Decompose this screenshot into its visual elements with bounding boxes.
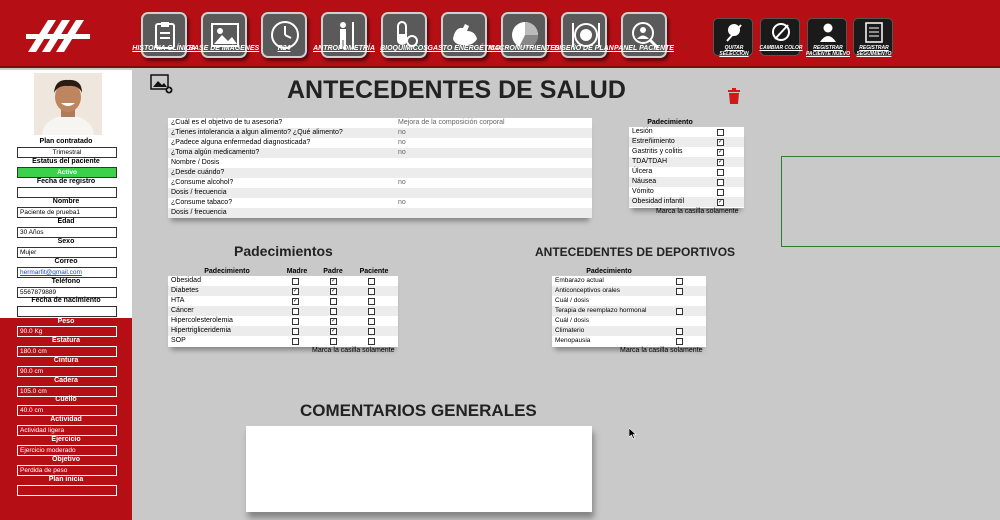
nacimiento-field[interactable] [17,306,117,317]
question-text: Dosis / frecuencia [171,189,227,196]
telefono-field[interactable]: 5567879889 [17,287,117,298]
sports-header: Padecimiento [586,268,632,275]
paciente-checkbox[interactable] [368,338,375,345]
question-row [168,148,592,158]
condition-name: Úlcera [632,168,653,175]
answer-field[interactable]: no [398,149,406,156]
sports-item-name: Embarazo actual [555,277,604,284]
registrar-paciente-nuevo-button[interactable] [805,18,851,57]
family-title: Padecimientos [234,243,333,259]
cadera-label: Cadera [54,377,78,384]
correo-label: Correo [54,258,78,265]
padre-checkbox[interactable]: ✓ [331,317,337,324]
condition-checkbox[interactable] [717,189,724,196]
sports-row [552,296,706,306]
madre-checkbox[interactable] [292,308,299,315]
condition-row [629,147,744,157]
condition-checkbox[interactable]: ✓ [718,198,724,205]
estatura-label: Estatura [51,337,80,344]
question-text: ¿Cuál es el objetivo de tu asesoria? [171,119,283,126]
paciente-checkbox[interactable] [368,288,375,295]
answer-field[interactable]: no [398,199,406,206]
telefono-label: Teléfono [51,278,81,285]
sports-checkbox[interactable] [676,278,683,285]
ejercicio-field[interactable]: Ejercicio moderado [17,445,117,456]
insert-image-icon[interactable] [150,74,174,94]
patient-photo [34,73,102,135]
edad-field[interactable]: 30 Años [17,227,117,238]
condition-checkbox[interactable] [717,169,724,176]
nombre-label: Nombre [52,198,80,205]
paciente-checkbox[interactable] [368,328,375,335]
question-row [168,198,592,208]
trash-icon[interactable] [728,88,740,104]
brand-logo [22,12,94,58]
padre-checkbox[interactable]: ✓ [331,327,337,334]
condition-name: Vómito [632,188,654,195]
question-row [168,128,592,138]
action-label: REGISTRAR PACIENTE NUEVO [805,45,851,57]
condition-name: Obesidad infantil [632,198,685,205]
sports-item-name: Menopausia [555,337,591,344]
family-condition-name: HTA [171,297,185,304]
registro-field[interactable] [17,187,117,198]
answer-field[interactable]: no [398,139,406,146]
list-icon [863,21,885,43]
question-text: Dosis / frecuencia [171,209,227,216]
nav-label[interactable]: HISTORIA CLÍNICA [132,45,196,52]
sports-note: Marca la casilla solamente [620,347,703,354]
edad-label: Edad [57,218,75,225]
madre-checkbox[interactable]: ✓ [293,297,299,304]
action-label: REGISTRAR SEGUIMIENTO [856,45,892,57]
nombre-field[interactable]: Paciente de prueba1 [17,207,117,218]
question-text: ¿Toma algún medicamento? [171,149,260,156]
user-add-icon [817,21,839,43]
family-row [168,336,398,346]
sports-checkbox[interactable] [676,308,683,315]
madre-checkbox[interactable] [292,338,299,345]
family-condition-name: Hipertrigliceridemia [171,327,231,334]
correo-field[interactable]: hermarfit@gmail.com [17,267,117,278]
selected-cell-region[interactable] [781,156,1000,247]
question-text: ¿Tienes intolerancia a algun alimento? ¿Qué alimento? [171,129,343,136]
nav-label[interactable]: MACRONUTRIENTES [488,45,560,52]
condition-name: Lesión [632,128,653,135]
sports-item-name: Climaterio [555,327,585,334]
question-row [168,118,592,128]
family-note: Marca la casilla solamente [312,347,395,354]
nav-label[interactable]: BASE DE IMÁGENES [188,45,260,52]
family-table [168,276,398,347]
question-text: ¿Consume tabaco? [171,199,233,206]
condition-checkbox[interactable]: ✓ [718,148,724,155]
padre-checkbox[interactable] [330,298,337,305]
sports-item-name: Cuál / dosis [555,317,589,324]
family-col-header: Padre [323,268,343,275]
sports-checkbox[interactable] [676,338,683,345]
objetivo-field[interactable]: Perdida de peso [17,465,117,476]
action-label: CAMBIAR COLOR [759,45,803,51]
madre-checkbox[interactable]: ✓ [293,287,299,294]
status-label: Estatus del paciente [32,158,100,165]
sports-title: ANTECEDENTES DE DEPORTIVOS [535,245,736,259]
sports-item-name: Anticonceptivos orales [555,287,621,294]
comments-title: COMENTARIOS GENERALES [300,401,537,420]
question-text: ¿Consume alcohol? [171,179,234,186]
sports-checkbox[interactable] [676,288,683,295]
action-label: QUITAR SELECCIÓN [719,45,749,57]
main-content [132,70,1000,520]
nav-label[interactable]: DISEÑO DE PLAN [554,45,614,52]
family-condition-name: Obesidad [171,277,201,284]
cintura-field[interactable]: 90.0 cm [17,366,117,377]
madre-checkbox[interactable] [292,328,299,335]
condition-name: Estreñimiento [632,138,675,145]
ejercicio-label: Ejercicio [51,436,81,443]
question-row [168,168,592,178]
family-condition-name: Hipercolesterolemia [171,317,233,324]
condition-row [629,177,744,187]
condition-checkbox[interactable] [717,179,724,186]
nav-label[interactable]: R24 [277,45,291,52]
paciente-checkbox[interactable] [368,278,375,285]
status-badge[interactable]: Activo [17,167,117,178]
condition-row [629,197,744,207]
condition-row [629,167,744,177]
condition-row [629,137,744,147]
madre-checkbox[interactable] [292,318,299,325]
condition-row [629,187,744,197]
question-row [168,208,592,218]
condition-checkbox[interactable]: ✓ [718,158,724,165]
answer-field[interactable]: Mejora de la composición corporal [398,119,505,126]
paint-brush-icon [770,21,792,43]
sexo-label: Sexo [57,238,75,245]
sports-row [552,316,706,326]
nacimiento-label: Fecha de nacimiento [31,297,101,304]
family-condition-name: Cáncer [171,307,194,314]
sports-checkbox[interactable] [676,328,683,335]
conditions-table [629,127,744,208]
page-title: ANTECEDENTES DE SALUD [287,76,626,104]
question-text: ¿Desde cuándo? [171,169,225,176]
sports-item-name: Cuál / dosis [555,297,589,304]
cadera-field[interactable]: 105.0 cm [17,386,117,397]
question-text: ¿Padece alguna enfermedad diagnosticada? [171,139,311,146]
actividad-field[interactable]: Actividad ligera [17,425,117,436]
madre-checkbox[interactable] [292,278,299,285]
questions-table [168,118,592,218]
family-row [168,296,398,306]
family-condition-name: Diabetes [171,287,199,294]
question-row [168,178,592,188]
plan-field[interactable]: Trimestral [17,147,117,158]
cambiar-color-button[interactable] [759,18,803,56]
question-row [168,188,592,198]
nav-label[interactable]: ANTROPOMETRÍA [313,45,375,52]
family-row [168,306,398,316]
conditions-note: Marca la casilla solamente [656,208,739,215]
quitar-seleccion-button[interactable] [713,18,753,56]
objetivo-label: Objetivo [51,456,80,463]
cintura-label: Cintura [53,357,79,364]
paciente-checkbox[interactable] [368,308,375,315]
mouse-cursor-icon [629,428,637,439]
cuello-field[interactable]: 40.0 cm [17,405,117,416]
peso-field[interactable]: 90.0 Kg [17,326,117,337]
condition-row [629,127,744,137]
family-col-header: Padecimiento [204,268,250,275]
padre-checkbox[interactable]: ✓ [331,277,337,284]
question-text: Nombre / Dosis [171,159,220,166]
sports-table [552,276,706,347]
padre-checkbox[interactable] [330,308,337,315]
registro-label: Fecha de registro [36,178,96,185]
condition-name: TDA/TDAH [632,158,667,165]
plan-inicia-field[interactable] [17,485,117,496]
family-row [168,316,398,326]
padre-checkbox[interactable]: ✓ [331,287,337,294]
condition-checkbox[interactable] [717,129,724,136]
condition-row [629,157,744,167]
paciente-checkbox[interactable] [368,318,375,325]
peso-label: Peso [57,318,75,325]
family-row [168,326,398,336]
family-condition-name: SOP [171,337,186,344]
padre-checkbox[interactable] [330,338,337,345]
condition-name: Gastritis y colitis [632,148,683,155]
estatura-field[interactable]: 180.0 cm [17,346,117,357]
answer-field[interactable]: no [398,179,406,186]
comments-box[interactable] [246,426,592,512]
family-row [168,276,398,286]
plan-inicia-label: Plan inicia [48,476,84,483]
cuello-label: Cuello [55,396,77,403]
nav-label[interactable]: GASTO ENERGÉTICO [427,45,501,52]
question-row [168,158,592,168]
nav-label[interactable]: BIOQUÍMICOS [380,45,428,52]
family-row [168,286,398,296]
condition-name: Náusea [632,178,657,185]
sexo-field[interactable]: Mujer [17,247,117,258]
family-col-header: Madre [286,268,308,275]
registrar-seguimiento-button[interactable] [853,18,893,56]
eraser-icon [723,21,745,43]
question-row [168,138,592,148]
family-col-header: Paciente [359,268,389,275]
sports-item-name: Terapia de reemplazo hormonal [555,307,647,314]
plan-label: Plan contratado [39,138,93,145]
paciente-checkbox[interactable] [368,298,375,305]
answer-field[interactable]: no [398,129,406,136]
nav-label[interactable]: PANEL PACIENTE [614,45,674,52]
actividad-label: Actividad [50,416,82,423]
conditions-header: Padecimiento [647,119,693,126]
condition-checkbox[interactable]: ✓ [718,138,724,145]
